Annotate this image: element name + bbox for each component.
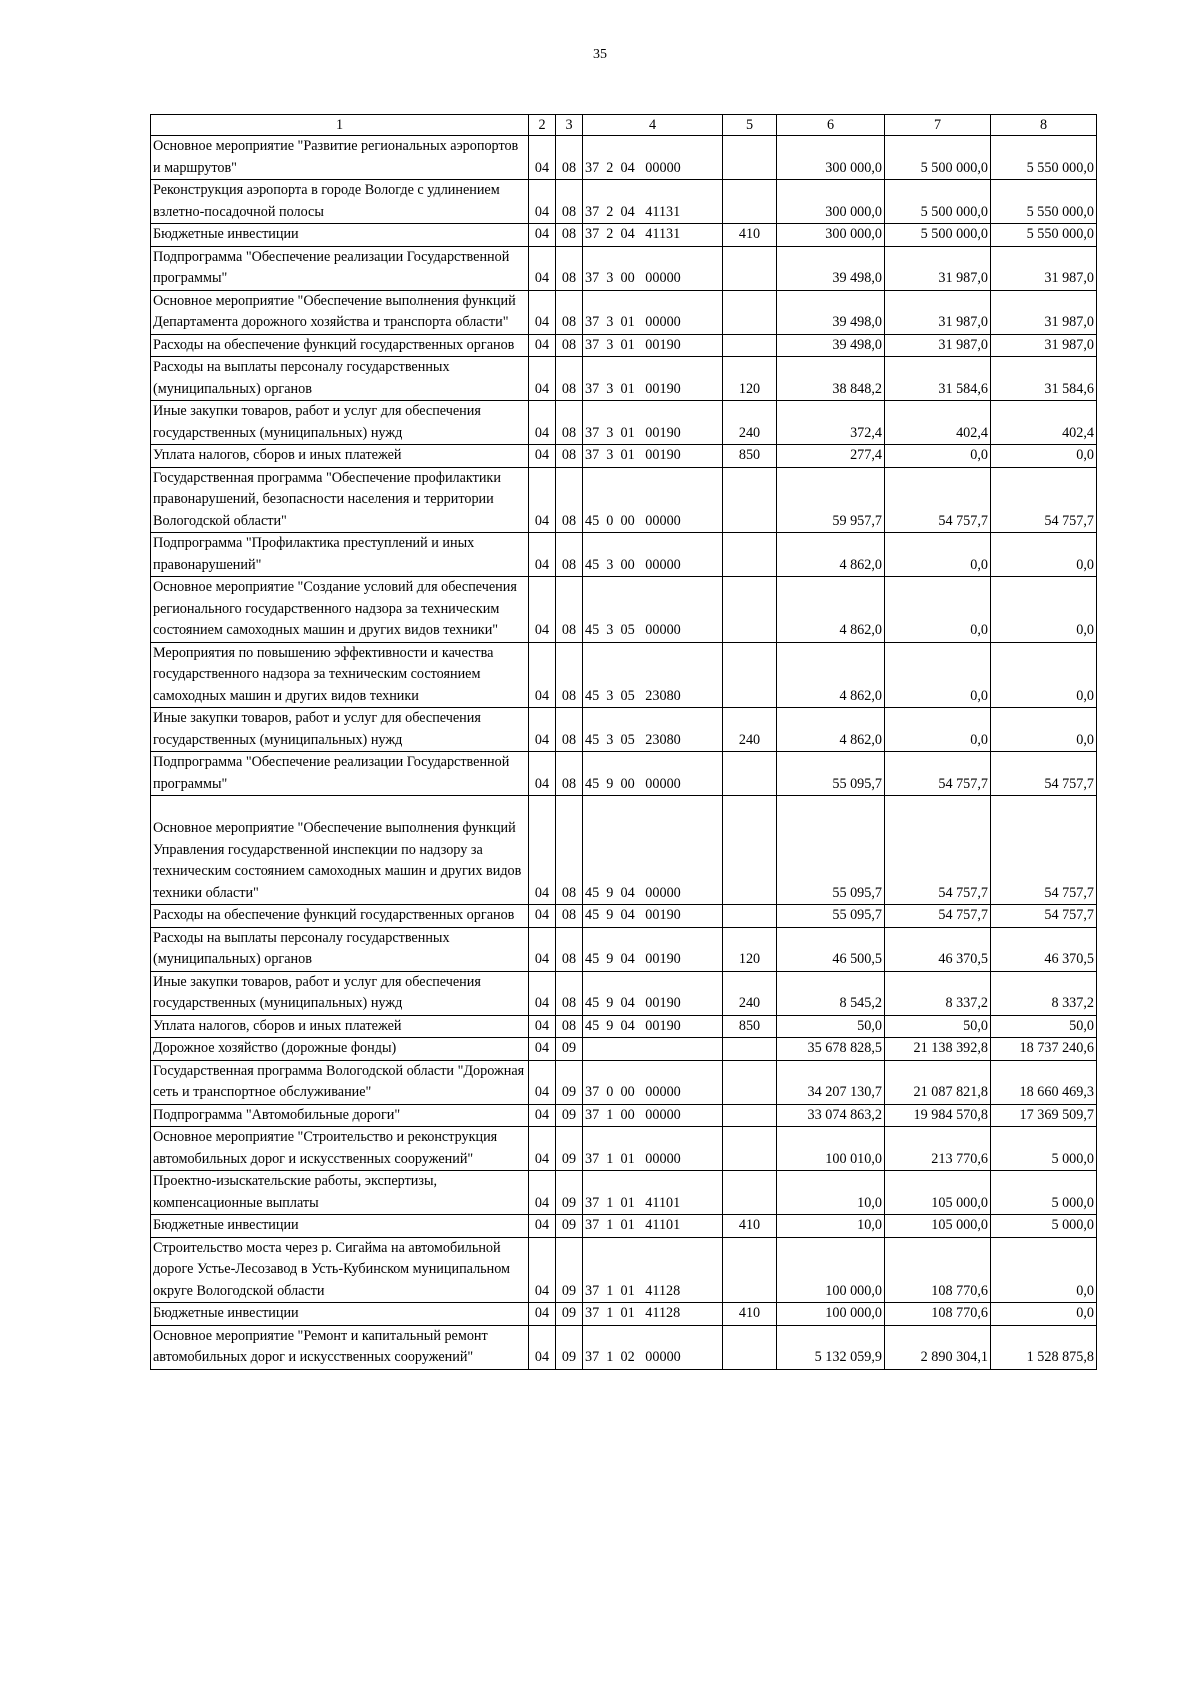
subsection-code-cell: 09 bbox=[556, 1325, 583, 1369]
amount-col6-cell: 10,0 bbox=[777, 1171, 885, 1215]
target-article-code-cell: 37 3 00 00000 bbox=[583, 246, 723, 290]
expense-type-code-cell: 850 bbox=[723, 1015, 777, 1038]
header-cell: 1 bbox=[151, 115, 529, 136]
section-code-cell: 04 bbox=[529, 290, 556, 334]
target-article-code-cell: 37 1 01 41128 bbox=[583, 1303, 723, 1326]
amount-col7-cell: 50,0 bbox=[885, 1015, 991, 1038]
amount-col7-cell: 21 138 392,8 bbox=[885, 1038, 991, 1061]
amount-col7-cell: 0,0 bbox=[885, 708, 991, 752]
amount-col6-cell: 100 000,0 bbox=[777, 1237, 885, 1303]
amount-col6-cell: 55 095,7 bbox=[777, 752, 885, 796]
section-code-cell: 04 bbox=[529, 1104, 556, 1127]
amount-col7-cell: 31 987,0 bbox=[885, 290, 991, 334]
amount-col6-cell: 33 074 863,2 bbox=[777, 1104, 885, 1127]
budget-table bbox=[150, 114, 1097, 1370]
expense-type-code-cell: 240 bbox=[723, 708, 777, 752]
row-name-cell: Проектно-изыскательские работы, экспертизы, компенсационные выплаты bbox=[151, 1171, 529, 1215]
table-row bbox=[151, 796, 1097, 905]
table-row bbox=[151, 971, 1097, 1015]
table-row bbox=[151, 401, 1097, 445]
amount-col7-cell: 108 770,6 bbox=[885, 1303, 991, 1326]
amount-col8-cell: 1 528 875,8 bbox=[991, 1325, 1097, 1369]
table-row bbox=[151, 1127, 1097, 1171]
section-code-cell: 04 bbox=[529, 905, 556, 928]
amount-col7-cell: 8 337,2 bbox=[885, 971, 991, 1015]
subsection-code-cell: 08 bbox=[556, 401, 583, 445]
amount-col7-cell: 213 770,6 bbox=[885, 1127, 991, 1171]
table-row bbox=[151, 642, 1097, 708]
row-name-cell: Основное мероприятие "Создание условий для обеспечения регионального государственного надзора за техническим состоянием самоходных машин и других видов техники" bbox=[151, 577, 529, 643]
subsection-code-cell: 08 bbox=[556, 708, 583, 752]
subsection-code-cell: 08 bbox=[556, 796, 583, 905]
target-article-code-cell: 37 2 04 41131 bbox=[583, 180, 723, 224]
section-code-cell: 04 bbox=[529, 708, 556, 752]
subsection-code-cell: 08 bbox=[556, 642, 583, 708]
section-code-cell: 04 bbox=[529, 180, 556, 224]
amount-col6-cell: 4 862,0 bbox=[777, 708, 885, 752]
table-row bbox=[151, 1237, 1097, 1303]
table-row bbox=[151, 905, 1097, 928]
amount-col8-cell: 54 757,7 bbox=[991, 467, 1097, 533]
target-article-code-cell: 45 9 04 00190 bbox=[583, 971, 723, 1015]
expense-type-code-cell bbox=[723, 467, 777, 533]
row-name-cell: Реконструкция аэропорта в городе Вологде с удлинением взлетно-посадочной полосы bbox=[151, 180, 529, 224]
row-name-cell: Бюджетные инвестиции bbox=[151, 1215, 529, 1238]
target-article-code-cell: 45 9 04 00190 bbox=[583, 927, 723, 971]
amount-col6-cell: 59 957,7 bbox=[777, 467, 885, 533]
amount-col7-cell: 54 757,7 bbox=[885, 752, 991, 796]
amount-col7-cell: 105 000,0 bbox=[885, 1171, 991, 1215]
section-code-cell: 04 bbox=[529, 1038, 556, 1061]
amount-col6-cell: 277,4 bbox=[777, 445, 885, 468]
header-cell: 8 bbox=[991, 115, 1097, 136]
table-row bbox=[151, 1215, 1097, 1238]
section-code-cell: 04 bbox=[529, 796, 556, 905]
target-article-code-cell: 45 3 05 23080 bbox=[583, 642, 723, 708]
table-row bbox=[151, 1038, 1097, 1061]
amount-col6-cell: 46 500,5 bbox=[777, 927, 885, 971]
table-row bbox=[151, 752, 1097, 796]
target-article-code-cell bbox=[583, 1038, 723, 1061]
amount-col8-cell: 31 987,0 bbox=[991, 246, 1097, 290]
subsection-code-cell: 09 bbox=[556, 1038, 583, 1061]
table-row bbox=[151, 136, 1097, 180]
expense-type-code-cell: 120 bbox=[723, 927, 777, 971]
target-article-code-cell: 37 0 00 00000 bbox=[583, 1060, 723, 1104]
subsection-code-cell: 09 bbox=[556, 1104, 583, 1127]
section-code-cell: 04 bbox=[529, 357, 556, 401]
amount-col7-cell: 31 584,6 bbox=[885, 357, 991, 401]
expense-type-code-cell bbox=[723, 577, 777, 643]
target-article-code-cell: 45 9 04 00190 bbox=[583, 905, 723, 928]
section-code-cell: 04 bbox=[529, 1215, 556, 1238]
amount-col6-cell: 4 862,0 bbox=[777, 642, 885, 708]
target-article-code-cell: 37 3 01 00190 bbox=[583, 334, 723, 357]
row-name-cell: Основное мероприятие "Обеспечение выполнения функций Управления государственной инспекции по надзору за техническим состоянием самоходных машин и других видов техники области" bbox=[151, 796, 529, 905]
expense-type-code-cell bbox=[723, 905, 777, 928]
target-article-code-cell: 37 3 01 00190 bbox=[583, 401, 723, 445]
section-code-cell: 04 bbox=[529, 1060, 556, 1104]
section-code-cell: 04 bbox=[529, 1325, 556, 1369]
amount-col6-cell: 100 000,0 bbox=[777, 1303, 885, 1326]
table-row bbox=[151, 1303, 1097, 1326]
amount-col6-cell: 10,0 bbox=[777, 1215, 885, 1238]
amount-col8-cell: 0,0 bbox=[991, 533, 1097, 577]
subsection-code-cell: 08 bbox=[556, 533, 583, 577]
expense-type-code-cell bbox=[723, 1060, 777, 1104]
table-row bbox=[151, 224, 1097, 247]
amount-col6-cell: 300 000,0 bbox=[777, 136, 885, 180]
subsection-code-cell: 08 bbox=[556, 1015, 583, 1038]
expense-type-code-cell bbox=[723, 246, 777, 290]
subsection-code-cell: 08 bbox=[556, 577, 583, 643]
row-name-cell: Подпрограмма "Автомобильные дороги" bbox=[151, 1104, 529, 1127]
expense-type-code-cell: 410 bbox=[723, 1215, 777, 1238]
amount-col7-cell: 31 987,0 bbox=[885, 334, 991, 357]
amount-col6-cell: 39 498,0 bbox=[777, 246, 885, 290]
amount-col7-cell: 46 370,5 bbox=[885, 927, 991, 971]
row-name-cell: Расходы на обеспечение функций государственных органов bbox=[151, 905, 529, 928]
expense-type-code-cell: 240 bbox=[723, 971, 777, 1015]
amount-col8-cell: 0,0 bbox=[991, 1237, 1097, 1303]
amount-col8-cell: 5 000,0 bbox=[991, 1171, 1097, 1215]
row-name-cell: Основное мероприятие "Строительство и реконструкция автомобильных дорог и искусственных сооружений" bbox=[151, 1127, 529, 1171]
expense-type-code-cell bbox=[723, 533, 777, 577]
subsection-code-cell: 08 bbox=[556, 467, 583, 533]
expense-type-code-cell bbox=[723, 1104, 777, 1127]
expense-type-code-cell bbox=[723, 136, 777, 180]
expense-type-code-cell: 240 bbox=[723, 401, 777, 445]
row-name-cell: Расходы на выплаты персоналу государственных (муниципальных) органов bbox=[151, 927, 529, 971]
expense-type-code-cell bbox=[723, 180, 777, 224]
page-number: 35 bbox=[593, 47, 607, 62]
section-code-cell: 04 bbox=[529, 1127, 556, 1171]
row-name-cell: Государственная программа "Обеспечение профилактики правонарушений, безопасности населения и территории Вологодской области" bbox=[151, 467, 529, 533]
table-row bbox=[151, 533, 1097, 577]
amount-col8-cell: 0,0 bbox=[991, 642, 1097, 708]
amount-col7-cell: 105 000,0 bbox=[885, 1215, 991, 1238]
table-row bbox=[151, 246, 1097, 290]
amount-col6-cell: 39 498,0 bbox=[777, 334, 885, 357]
subsection-code-cell: 09 bbox=[556, 1215, 583, 1238]
section-code-cell: 04 bbox=[529, 971, 556, 1015]
header-cell: 3 bbox=[556, 115, 583, 136]
table-row bbox=[151, 467, 1097, 533]
target-article-code-cell: 37 3 01 00000 bbox=[583, 290, 723, 334]
header-cell: 2 bbox=[529, 115, 556, 136]
target-article-code-cell: 37 1 01 00000 bbox=[583, 1127, 723, 1171]
row-name-cell: Уплата налогов, сборов и иных платежей bbox=[151, 445, 529, 468]
amount-col7-cell: 54 757,7 bbox=[885, 796, 991, 905]
section-code-cell: 04 bbox=[529, 467, 556, 533]
row-name-cell: Дорожное хозяйство (дорожные фонды) bbox=[151, 1038, 529, 1061]
amount-col7-cell: 0,0 bbox=[885, 642, 991, 708]
section-code-cell: 04 bbox=[529, 445, 556, 468]
amount-col8-cell: 46 370,5 bbox=[991, 927, 1097, 971]
amount-col7-cell: 108 770,6 bbox=[885, 1237, 991, 1303]
amount-col6-cell: 34 207 130,7 bbox=[777, 1060, 885, 1104]
row-name-cell: Подпрограмма "Профилактика преступлений и иных правонарушений" bbox=[151, 533, 529, 577]
amount-col8-cell: 54 757,7 bbox=[991, 752, 1097, 796]
amount-col7-cell: 0,0 bbox=[885, 445, 991, 468]
subsection-code-cell: 09 bbox=[556, 1303, 583, 1326]
amount-col8-cell: 31 987,0 bbox=[991, 334, 1097, 357]
amount-col8-cell: 0,0 bbox=[991, 708, 1097, 752]
subsection-code-cell: 08 bbox=[556, 971, 583, 1015]
subsection-code-cell: 08 bbox=[556, 246, 583, 290]
subsection-code-cell: 08 bbox=[556, 180, 583, 224]
subsection-code-cell: 08 bbox=[556, 290, 583, 334]
subsection-code-cell: 08 bbox=[556, 445, 583, 468]
amount-col7-cell: 5 500 000,0 bbox=[885, 180, 991, 224]
amount-col7-cell: 5 500 000,0 bbox=[885, 224, 991, 247]
amount-col7-cell: 5 500 000,0 bbox=[885, 136, 991, 180]
table-row bbox=[151, 1325, 1097, 1369]
row-name-cell: Уплата налогов, сборов и иных платежей bbox=[151, 1015, 529, 1038]
target-article-code-cell: 45 3 00 00000 bbox=[583, 533, 723, 577]
amount-col8-cell: 5 000,0 bbox=[991, 1127, 1097, 1171]
row-name-cell: Иные закупки товаров, работ и услуг для обеспечения государственных (муниципальных) нужд bbox=[151, 401, 529, 445]
expense-type-code-cell: 120 bbox=[723, 357, 777, 401]
header-cell: 5 bbox=[723, 115, 777, 136]
table-row bbox=[151, 927, 1097, 971]
target-article-code-cell: 45 9 00 00000 bbox=[583, 752, 723, 796]
subsection-code-cell: 08 bbox=[556, 905, 583, 928]
table-row bbox=[151, 1171, 1097, 1215]
amount-col6-cell: 55 095,7 bbox=[777, 796, 885, 905]
amount-col6-cell: 8 545,2 bbox=[777, 971, 885, 1015]
amount-col6-cell: 50,0 bbox=[777, 1015, 885, 1038]
amount-col7-cell: 21 087 821,8 bbox=[885, 1060, 991, 1104]
target-article-code-cell: 37 1 02 00000 bbox=[583, 1325, 723, 1369]
section-code-cell: 04 bbox=[529, 1237, 556, 1303]
expense-type-code-cell bbox=[723, 642, 777, 708]
expense-type-code-cell bbox=[723, 1325, 777, 1369]
target-article-code-cell: 37 3 01 00190 bbox=[583, 357, 723, 401]
section-code-cell: 04 bbox=[529, 136, 556, 180]
amount-col8-cell: 0,0 bbox=[991, 1303, 1097, 1326]
amount-col6-cell: 35 678 828,5 bbox=[777, 1038, 885, 1061]
table-row bbox=[151, 445, 1097, 468]
amount-col8-cell: 54 757,7 bbox=[991, 796, 1097, 905]
section-code-cell: 04 bbox=[529, 752, 556, 796]
target-article-code-cell: 37 2 04 00000 bbox=[583, 136, 723, 180]
table-row bbox=[151, 357, 1097, 401]
amount-col6-cell: 300 000,0 bbox=[777, 224, 885, 247]
target-article-code-cell: 37 3 01 00190 bbox=[583, 445, 723, 468]
subsection-code-cell: 08 bbox=[556, 334, 583, 357]
header-cell: 7 bbox=[885, 115, 991, 136]
section-code-cell: 04 bbox=[529, 927, 556, 971]
amount-col8-cell: 8 337,2 bbox=[991, 971, 1097, 1015]
target-article-code-cell: 37 1 01 41101 bbox=[583, 1171, 723, 1215]
amount-col6-cell: 5 132 059,9 bbox=[777, 1325, 885, 1369]
row-name-cell: Бюджетные инвестиции bbox=[151, 224, 529, 247]
expense-type-code-cell bbox=[723, 1038, 777, 1061]
amount-col6-cell: 39 498,0 bbox=[777, 290, 885, 334]
expense-type-code-cell bbox=[723, 796, 777, 905]
amount-col8-cell: 50,0 bbox=[991, 1015, 1097, 1038]
amount-col8-cell: 18 660 469,3 bbox=[991, 1060, 1097, 1104]
amount-col8-cell: 17 369 509,7 bbox=[991, 1104, 1097, 1127]
target-article-code-cell: 45 9 04 00190 bbox=[583, 1015, 723, 1038]
target-article-code-cell: 45 3 05 23080 bbox=[583, 708, 723, 752]
section-code-cell: 04 bbox=[529, 1171, 556, 1215]
amount-col8-cell: 0,0 bbox=[991, 577, 1097, 643]
table-row bbox=[151, 1104, 1097, 1127]
amount-col8-cell: 31 584,6 bbox=[991, 357, 1097, 401]
target-article-code-cell: 45 9 04 00000 bbox=[583, 796, 723, 905]
subsection-code-cell: 09 bbox=[556, 1060, 583, 1104]
target-article-code-cell: 37 1 01 41101 bbox=[583, 1215, 723, 1238]
table-row bbox=[151, 334, 1097, 357]
section-code-cell: 04 bbox=[529, 224, 556, 247]
amount-col8-cell: 5 550 000,0 bbox=[991, 180, 1097, 224]
target-article-code-cell: 45 0 00 00000 bbox=[583, 467, 723, 533]
row-name-cell: Основное мероприятие "Развитие региональных аэропортов и маршрутов" bbox=[151, 136, 529, 180]
section-code-cell: 04 bbox=[529, 1303, 556, 1326]
header-cell: 4 bbox=[583, 115, 723, 136]
amount-col7-cell: 2 890 304,1 bbox=[885, 1325, 991, 1369]
target-article-code-cell: 37 1 01 41128 bbox=[583, 1237, 723, 1303]
target-article-code-cell: 37 1 00 00000 bbox=[583, 1104, 723, 1127]
header-cell: 6 bbox=[777, 115, 885, 136]
expense-type-code-cell bbox=[723, 334, 777, 357]
section-code-cell: 04 bbox=[529, 577, 556, 643]
table-row bbox=[151, 708, 1097, 752]
expense-type-code-cell: 410 bbox=[723, 224, 777, 247]
amount-col7-cell: 54 757,7 bbox=[885, 467, 991, 533]
subsection-code-cell: 08 bbox=[556, 752, 583, 796]
amount-col7-cell: 31 987,0 bbox=[885, 246, 991, 290]
amount-col8-cell: 5 000,0 bbox=[991, 1215, 1097, 1238]
amount-col8-cell: 0,0 bbox=[991, 445, 1097, 468]
amount-col6-cell: 38 848,2 bbox=[777, 357, 885, 401]
row-name-cell: Расходы на выплаты персоналу государственных (муниципальных) органов bbox=[151, 357, 529, 401]
row-name-cell: Основное мероприятие "Ремонт и капитальный ремонт автомобильных дорог и искусственных сооружений" bbox=[151, 1325, 529, 1369]
table-row bbox=[151, 577, 1097, 643]
row-name-cell: Расходы на обеспечение функций государственных органов bbox=[151, 334, 529, 357]
section-code-cell: 04 bbox=[529, 401, 556, 445]
target-article-code-cell: 45 3 05 00000 bbox=[583, 577, 723, 643]
amount-col7-cell: 0,0 bbox=[885, 533, 991, 577]
expense-type-code-cell bbox=[723, 1127, 777, 1171]
row-name-cell: Бюджетные инвестиции bbox=[151, 1303, 529, 1326]
amount-col6-cell: 4 862,0 bbox=[777, 577, 885, 643]
row-name-cell: Государственная программа Вологодской области "Дорожная сеть и транспортное обслуживание" bbox=[151, 1060, 529, 1104]
subsection-code-cell: 08 bbox=[556, 357, 583, 401]
subsection-code-cell: 09 bbox=[556, 1237, 583, 1303]
amount-col6-cell: 4 862,0 bbox=[777, 533, 885, 577]
amount-col7-cell: 0,0 bbox=[885, 577, 991, 643]
amount-col8-cell: 18 737 240,6 bbox=[991, 1038, 1097, 1061]
row-name-cell: Мероприятия по повышению эффективности и качества государственного надзора за техническим состоянием самоходных машин и других видов техники bbox=[151, 642, 529, 708]
row-name-cell: Иные закупки товаров, работ и услуг для обеспечения государственных (муниципальных) нужд bbox=[151, 971, 529, 1015]
subsection-code-cell: 08 bbox=[556, 136, 583, 180]
table-row bbox=[151, 290, 1097, 334]
row-name-cell: Строительство моста через р. Сигайма на автомобильной дороге Устье-Лесозавод в Усть-Кубинском муниципальном округе Вологодской области bbox=[151, 1237, 529, 1303]
table-row bbox=[151, 1060, 1097, 1104]
expense-type-code-cell bbox=[723, 752, 777, 796]
amount-col6-cell: 100 010,0 bbox=[777, 1127, 885, 1171]
table-row bbox=[151, 180, 1097, 224]
amount-col6-cell: 55 095,7 bbox=[777, 905, 885, 928]
row-name-cell: Подпрограмма "Обеспечение реализации Государственной программы" bbox=[151, 246, 529, 290]
expense-type-code-cell: 850 bbox=[723, 445, 777, 468]
section-code-cell: 04 bbox=[529, 533, 556, 577]
amount-col8-cell: 5 550 000,0 bbox=[991, 224, 1097, 247]
section-code-cell: 04 bbox=[529, 334, 556, 357]
amount-col6-cell: 300 000,0 bbox=[777, 180, 885, 224]
expense-type-code-cell: 410 bbox=[723, 1303, 777, 1326]
table-row bbox=[151, 1015, 1097, 1038]
expense-type-code-cell bbox=[723, 1171, 777, 1215]
section-code-cell: 04 bbox=[529, 642, 556, 708]
amount-col6-cell: 372,4 bbox=[777, 401, 885, 445]
amount-col8-cell: 5 550 000,0 bbox=[991, 136, 1097, 180]
row-name-cell: Подпрограмма "Обеспечение реализации Государственной программы" bbox=[151, 752, 529, 796]
section-code-cell: 04 bbox=[529, 1015, 556, 1038]
expense-type-code-cell bbox=[723, 1237, 777, 1303]
row-name-cell: Иные закупки товаров, работ и услуг для обеспечения государственных (муниципальных) нужд bbox=[151, 708, 529, 752]
target-article-code-cell: 37 2 04 41131 bbox=[583, 224, 723, 247]
expense-type-code-cell bbox=[723, 290, 777, 334]
amount-col7-cell: 402,4 bbox=[885, 401, 991, 445]
amount-col7-cell: 54 757,7 bbox=[885, 905, 991, 928]
subsection-code-cell: 09 bbox=[556, 1171, 583, 1215]
amount-col8-cell: 402,4 bbox=[991, 401, 1097, 445]
subsection-code-cell: 09 bbox=[556, 1127, 583, 1171]
table-header-row bbox=[151, 115, 1097, 136]
section-code-cell: 04 bbox=[529, 246, 556, 290]
amount-col8-cell: 31 987,0 bbox=[991, 290, 1097, 334]
subsection-code-cell: 08 bbox=[556, 224, 583, 247]
subsection-code-cell: 08 bbox=[556, 927, 583, 971]
amount-col8-cell: 54 757,7 bbox=[991, 905, 1097, 928]
amount-col7-cell: 19 984 570,8 bbox=[885, 1104, 991, 1127]
row-name-cell: Основное мероприятие "Обеспечение выполнения функций Департамента дорожного хозяйства и транспорта области" bbox=[151, 290, 529, 334]
